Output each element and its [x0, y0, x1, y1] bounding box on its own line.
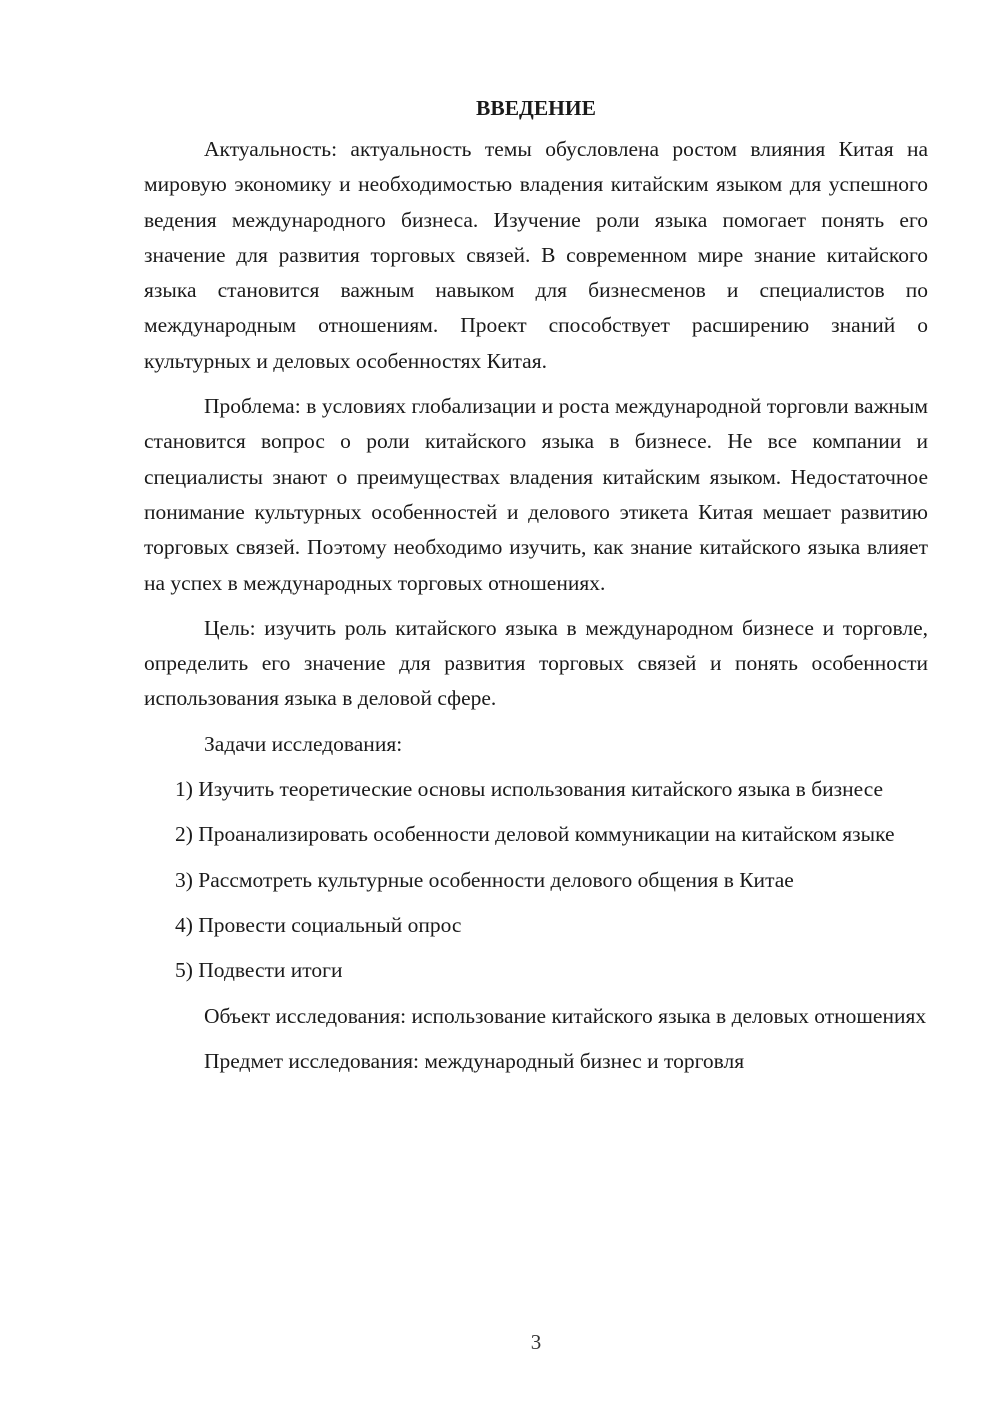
paragraph-object: Объект исследования: использование китайского языка в деловых отношениях: [204, 1003, 927, 1028]
page-number: 3: [530, 1330, 542, 1354]
task-item-5: 5) Подвести итоги: [175, 958, 343, 983]
tasks-heading: Задачи исследования:: [204, 731, 403, 756]
task-item-2: 2) Проанализировать особенности деловой коммуникации на китайском языке: [175, 822, 895, 847]
task-item-3: 3) Рассмотреть культурные особенности делового общения в Китае: [175, 867, 794, 892]
paragraph-relevance: Актуальность: актуальность темы обусловлена ростом влияния Китая на мировую экономику и необходимостью владения китайским языком для успешного ведения международного бизнеса. Изучение роли языка помогает понять его значение для развития торговых связей. В современном мире знание китайского языка становится важным навыком для бизнесменов и специалистов по международным отношениям. Проект способствует расширению знаний о культурных и деловых особенностях Китая.: [144, 137, 928, 373]
tasks-list: [144, 772, 928, 988]
task-item-1: 1) Изучить теоретические основы использования китайского языка в бизнесе: [175, 777, 884, 802]
document-title: ВВЕДЕНИЕ: [476, 96, 596, 120]
paragraph-goal: Цель: изучить роль китайского языка в международном бизнесе и торговле, определить его значение для развития торговых связей и понять особенности использования языка в деловой сфере.: [144, 615, 928, 711]
document-page: [144, 88, 928, 1089]
task-item-4: 4) Провести социальный опрос: [175, 912, 462, 937]
paragraph-problem: Проблема: в условиях глобализации и роста международной торговли важным становится вопрос о роли китайского языка в бизнесе. Не все компании и специалисты знают о преимуществах владения китайским языком. Недостаточное понимание культурных особенностей и делового этикета Китая мешает развитию торговых связей. Поэтому необходимо изучить, как знание китайского языка влияет на успех в международных торговых отношениях.: [144, 394, 928, 595]
paragraph-subject: Предмет исследования: международный бизнес и торговля: [204, 1048, 745, 1073]
